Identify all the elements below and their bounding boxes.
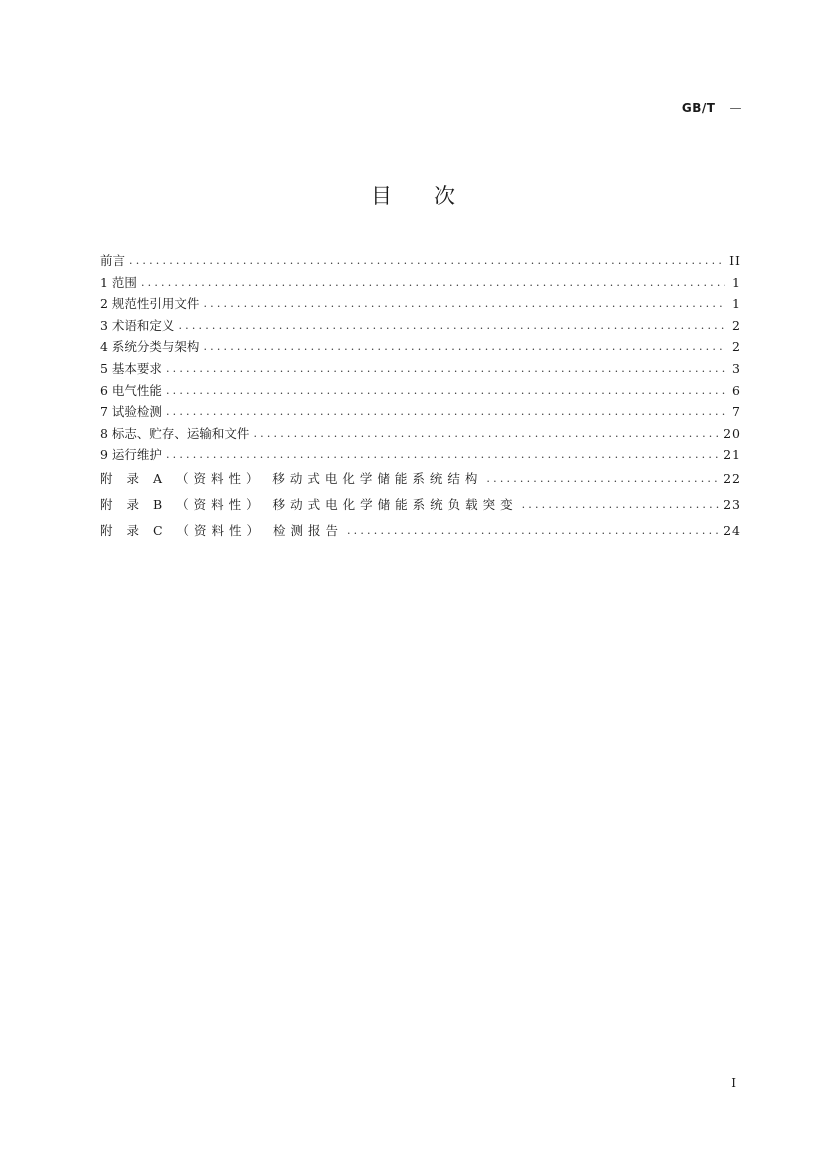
toc-leader-dots bbox=[203, 293, 725, 315]
toc-leader-dots bbox=[166, 380, 725, 402]
standard-code: GB/T bbox=[681, 101, 716, 115]
standard-number-dash: — bbox=[729, 101, 742, 115]
toc-entry-foreword[interactable] bbox=[100, 250, 741, 272]
toc-entry-marking-storage[interactable] bbox=[100, 423, 741, 445]
toc-entry-page: 21 bbox=[723, 447, 741, 463]
toc-entry-basic-requirements[interactable] bbox=[100, 358, 741, 380]
toc-entry-label: 附 录 C （资料性） 检测报告 bbox=[100, 518, 345, 544]
toc-entry-label: 前言 bbox=[100, 250, 127, 272]
toc-leader-dots bbox=[253, 423, 721, 445]
toc-entry-page: 20 bbox=[723, 425, 741, 441]
toc-entry-label: 7 试验检测 bbox=[100, 401, 164, 423]
toc-entry-normative-references[interactable] bbox=[100, 293, 741, 315]
toc-entry-label: 4 系统分类与架构 bbox=[100, 336, 201, 358]
toc-leader-dots bbox=[129, 250, 725, 272]
toc-entry-label: 6 电气性能 bbox=[100, 380, 164, 402]
toc-entry-page: 3 bbox=[732, 360, 741, 376]
toc-entry-operation-maintenance[interactable] bbox=[100, 444, 741, 466]
toc-entry-terms-definitions[interactable] bbox=[100, 315, 741, 337]
toc-entry-label: 2 规范性引用文件 bbox=[100, 293, 201, 315]
toc-entry-label: 1 范围 bbox=[100, 272, 139, 294]
page-number: I bbox=[731, 1076, 736, 1090]
toc-title-part2: 次 bbox=[434, 184, 455, 208]
toc-entry-page: 6 bbox=[732, 382, 741, 398]
toc-entry-label: 附 录 A （资料性） 移动式电化学储能系统结构 bbox=[100, 466, 484, 492]
toc-entry-label: 3 术语和定义 bbox=[100, 315, 176, 337]
toc-entry-page: 23 bbox=[723, 496, 741, 512]
toc-leader-dots bbox=[166, 358, 725, 380]
table-of-contents bbox=[100, 250, 741, 544]
toc-entry-page: 2 bbox=[732, 339, 741, 355]
toc-entry-page: 24 bbox=[723, 522, 741, 538]
toc-title bbox=[0, 180, 826, 210]
toc-entry-page: 22 bbox=[723, 470, 741, 486]
toc-leader-dots bbox=[178, 315, 725, 337]
toc-leader-dots bbox=[166, 444, 721, 466]
toc-entry-label: 5 基本要求 bbox=[100, 358, 164, 380]
toc-entry-appendix-c[interactable] bbox=[100, 518, 741, 544]
toc-entry-page: 1 bbox=[732, 296, 741, 312]
toc-entry-appendix-a[interactable] bbox=[100, 466, 741, 492]
toc-entry-label: 9 运行维护 bbox=[100, 444, 164, 466]
toc-entry-electrical-performance[interactable] bbox=[100, 380, 741, 402]
toc-leader-dots bbox=[347, 518, 721, 544]
toc-leader-dots bbox=[203, 336, 725, 358]
toc-title-part1: 目 bbox=[371, 184, 392, 208]
toc-entry-scope[interactable] bbox=[100, 272, 741, 294]
toc-entry-page: 7 bbox=[732, 404, 741, 420]
toc-entry-test-inspection[interactable] bbox=[100, 401, 741, 423]
toc-entry-page: 2 bbox=[732, 317, 741, 333]
standard-code-header bbox=[682, 101, 742, 115]
toc-leader-dots bbox=[141, 272, 725, 294]
toc-leader-dots bbox=[486, 466, 721, 492]
toc-entry-classification[interactable] bbox=[100, 336, 741, 358]
toc-entry-page: II bbox=[729, 253, 741, 268]
toc-leader-dots bbox=[522, 492, 722, 518]
toc-entry-label: 附 录 B （资料性） 移动式电化学储能系统负载突变 bbox=[100, 492, 520, 518]
toc-entry-appendix-b[interactable] bbox=[100, 492, 741, 518]
toc-entry-page: 1 bbox=[732, 274, 741, 290]
toc-entry-label: 8 标志、贮存、运输和文件 bbox=[100, 423, 251, 445]
toc-leader-dots bbox=[166, 401, 725, 423]
